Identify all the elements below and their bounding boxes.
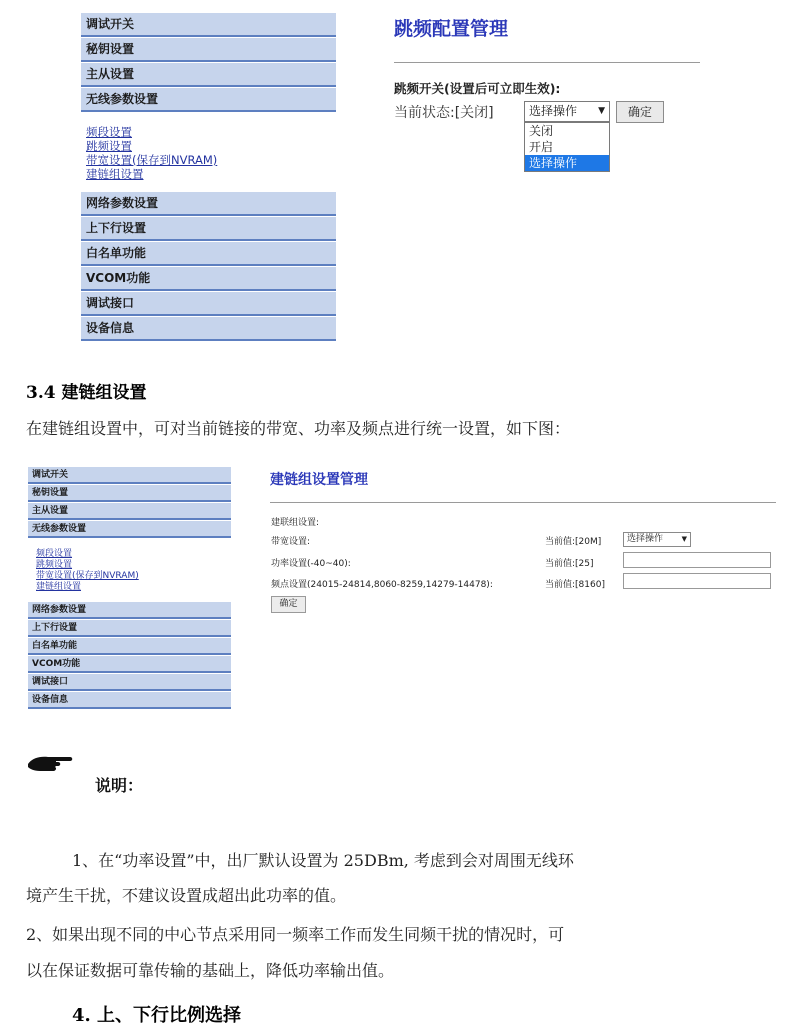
sidebar-bottom-group [28,601,231,709]
sidebar-item-debug-port[interactable]: 调试接口 [81,291,336,316]
next-section-heading: 4. 上、下行比例选择 [72,1005,242,1026]
confirm-button[interactable]: 确定 [271,596,306,613]
sidebar-link-link-group[interactable]: 建链组设置 [36,582,82,592]
note-line-1: 1、在“功率设置”中，出厂默认设置为 25DBm, 考虑到会对周围无线环 [72,851,574,870]
page-title: 建链组设置管理 [270,472,368,488]
power-input[interactable] [623,552,771,568]
dropdown-option-select[interactable]: 选择操作 [525,155,609,171]
sidebar-item-master-slave[interactable]: 主从设置 [81,62,336,87]
sidebar-item-key-settings[interactable]: 秘钥设置 [28,484,231,502]
bandwidth-select-value: 选择操作 [627,534,664,544]
sidebar-item-network-params[interactable]: 网络参数设置 [28,601,231,619]
sidebar-top-group [81,12,336,112]
current-status-text: 当前状态:[关闭] [394,105,494,121]
sidebar-item-debug-switch[interactable]: 调试开关 [81,12,336,37]
chevron-down-icon: ▼ [681,535,687,543]
power-current-value: 当前值:[25] [545,559,594,569]
bandwidth-select[interactable] [623,532,691,547]
sidebar-item-up-down[interactable]: 上下行设置 [28,619,231,637]
sidebar-item-debug-port[interactable]: 调试接口 [28,673,231,691]
sidebar-link-bandwidth[interactable]: 带宽设置(保存到NVRAM) [36,571,139,581]
power-label: 功率设置(-40~40): [271,559,351,569]
sidebar-item-vcom[interactable]: VCOM功能 [81,266,336,291]
frequency-label: 频点设置(24015-24814,8060-8259,14279-14478): [271,580,493,590]
pointing-hand-icon [26,750,76,776]
link-group-label: 建联组设置: [271,518,320,528]
sidebar-top-group [28,466,231,538]
frequency-input[interactable] [623,573,771,589]
sidebar-bottom-group [81,191,336,341]
sidebar-link-band[interactable]: 频段设置 [86,125,132,139]
section-paragraph: 在建链组设置中，可对当前链接的带宽、功率及频点进行统一设置，如下图： [26,419,571,438]
sidebar-link-band[interactable]: 频段设置 [36,549,73,559]
sidebar-link-hopping[interactable]: 跳频设置 [86,139,132,153]
sidebar-item-wireless-params[interactable]: 无线参数设置 [28,520,231,538]
hopping-switch-label: 跳频开关(设置后可立即生效): [394,81,561,96]
sidebar-sublinks [28,538,231,601]
sidebar-item-network-params[interactable]: 网络参数设置 [81,191,336,216]
sidebar-figure2 [28,466,231,709]
note-label: 说明： [95,776,144,795]
operation-dropdown-list [524,122,610,172]
sidebar-item-debug-switch[interactable]: 调试开关 [28,466,231,484]
note-line-2: 境产生干扰，不建议设置成超出此功率的值。 [26,886,347,905]
sidebar-link-hopping[interactable]: 跳频设置 [36,560,73,570]
dropdown-option-on[interactable]: 开启 [529,140,554,154]
bandwidth-current-value: 当前值:[20M] [545,537,602,547]
title-divider [270,502,776,503]
bandwidth-label: 带宽设置: [271,537,311,547]
sidebar-item-up-down[interactable]: 上下行设置 [81,216,336,241]
sidebar-item-vcom[interactable]: VCOM功能 [28,655,231,673]
frequency-current-value: 当前值:[8160] [545,580,605,590]
sidebar-link-link-group[interactable]: 建链组设置 [86,167,144,181]
operation-select[interactable] [524,101,610,122]
sidebar-link-bandwidth[interactable]: 带宽设置(保存到NVRAM) [86,153,218,167]
note-line-4: 以在保证数据可靠传输的基础上，降低功率输出值。 [26,961,395,980]
sidebar-sublinks [81,112,336,191]
sidebar-item-master-slave[interactable]: 主从设置 [28,502,231,520]
dropdown-option-off[interactable]: 关闭 [529,124,554,138]
sidebar-item-whitelist[interactable]: 白名单功能 [81,241,336,266]
sidebar-figure1 [81,12,336,341]
operation-select-value: 选择操作 [529,104,578,118]
chevron-down-icon: ▼ [598,106,605,116]
title-divider [394,62,700,63]
sidebar-item-wireless-params[interactable]: 无线参数设置 [81,87,336,112]
confirm-button[interactable]: 确定 [616,101,664,123]
sidebar-item-device-info[interactable]: 设备信息 [28,691,231,709]
sidebar-item-key-settings[interactable]: 秘钥设置 [81,37,336,62]
page-title: 跳频配置管理 [394,18,509,40]
note-line-3: 2、如果出现不同的中心节点采用同一频率工作而发生同频干扰的情况时，可 [26,925,565,944]
sidebar-item-device-info[interactable]: 设备信息 [81,316,336,341]
sidebar-item-whitelist[interactable]: 白名单功能 [28,637,231,655]
section-heading: 3.4 建链组设置 [26,383,147,403]
